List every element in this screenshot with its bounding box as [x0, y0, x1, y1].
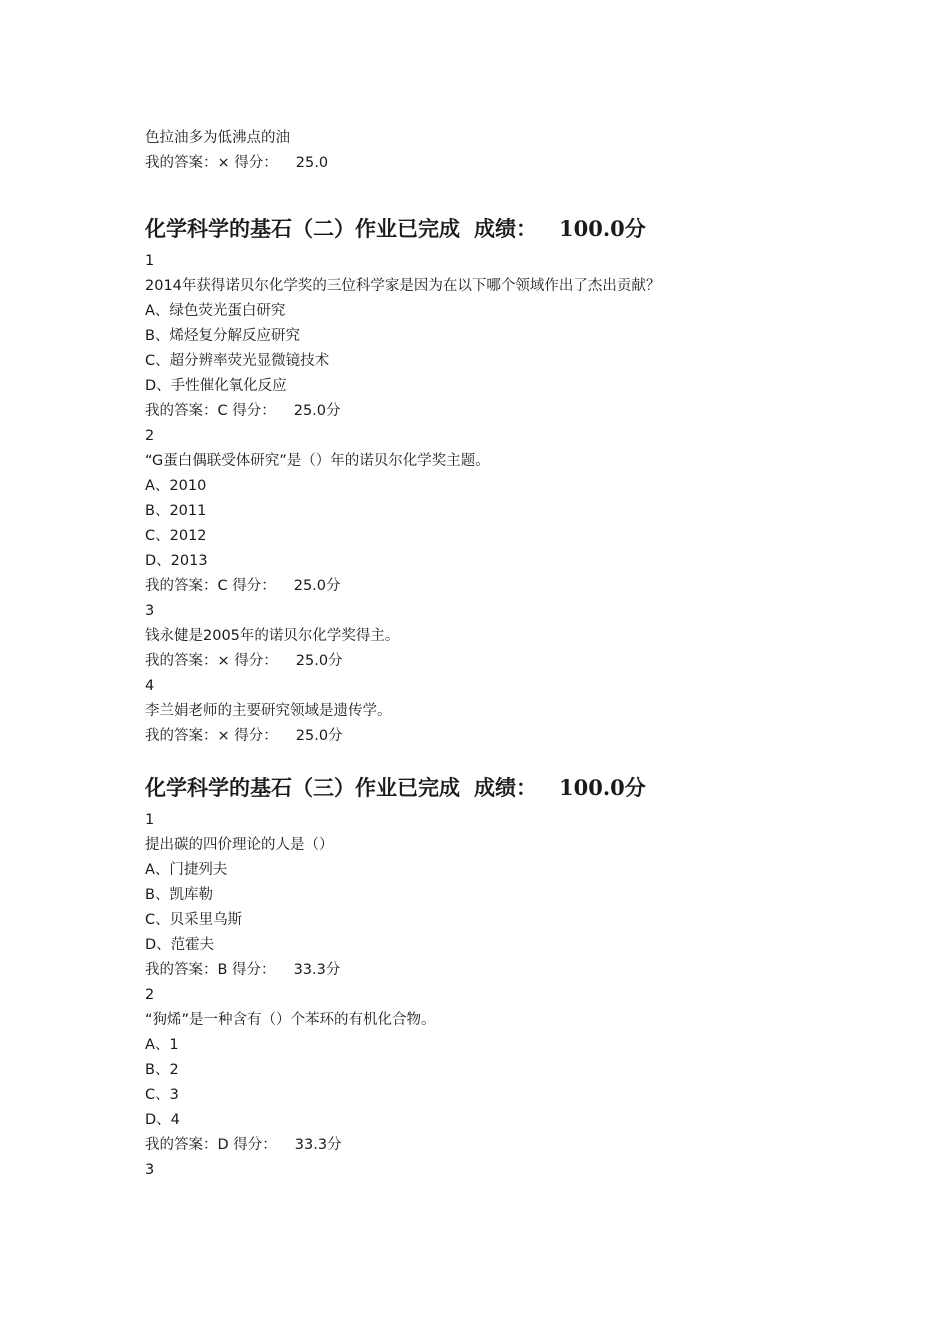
question-text: “G蛋白偶联受体研究”是（）年的诺贝尔化学奖主题。 — [145, 453, 490, 469]
answer-score: 25.0分 — [295, 653, 343, 669]
question-number: 2 — [145, 987, 155, 1003]
option-b: B、2011 — [145, 503, 207, 519]
question-answer — [145, 958, 845, 983]
section-title: 化学科学的基石（二）作业已完成 — [145, 216, 460, 241]
option-a: A、绿色荧光蛋白研究 — [145, 303, 286, 319]
answer-score: 33.3分 — [294, 1137, 342, 1153]
answer-label: 我的答案：C 得分： — [145, 403, 276, 419]
question-answer — [145, 724, 845, 749]
answer-score: 25.0 — [295, 155, 329, 171]
answer-label: 我的答案：× 得分： — [145, 653, 278, 669]
option-b: B、烯烃复分解反应研究 — [145, 328, 300, 344]
option-b: B、凯库勒 — [145, 887, 213, 903]
grade-value: 100.0分 — [559, 775, 646, 800]
answer-score: 25.0分 — [293, 403, 341, 419]
section-title: 化学科学的基石（三）作业已完成 — [145, 775, 460, 800]
section-heading — [145, 214, 845, 244]
answer-label: 我的答案：× 得分： — [145, 728, 278, 744]
intro-statement: 色拉油多为低沸点的油 — [145, 130, 290, 146]
answer-score: 25.0分 — [293, 578, 341, 594]
answer-label: 我的答案：C 得分： — [145, 578, 276, 594]
question-number: 4 — [145, 678, 155, 694]
option-a: A、门捷列夫 — [145, 862, 228, 878]
answer-label: 我的答案：D 得分： — [145, 1137, 277, 1153]
answer-label: 我的答案：× 得分： — [145, 155, 278, 171]
section-heading — [145, 773, 845, 803]
grade-label: 成绩： — [474, 216, 537, 241]
answer-score: 25.0分 — [295, 728, 343, 744]
question-number: 1 — [145, 253, 155, 269]
option-b: B、2 — [145, 1062, 179, 1078]
intro-answer — [145, 151, 845, 176]
option-c: C、2012 — [145, 528, 207, 544]
question-number: 3 — [145, 603, 155, 619]
option-a: A、1 — [145, 1037, 179, 1053]
question-number: 2 — [145, 428, 155, 444]
grade-label: 成绩： — [474, 775, 537, 800]
question-text: “狗烯”是一种含有（）个苯环的有机化合物。 — [145, 1012, 436, 1028]
question-text: 钱永健是2005年的诺贝尔化学奖得主。 — [145, 628, 400, 644]
answer-label: 我的答案：B 得分： — [145, 962, 276, 978]
question-answer — [145, 399, 845, 424]
option-c: C、贝采里乌斯 — [145, 912, 243, 928]
option-d: D、2013 — [145, 553, 208, 569]
question-number: 1 — [145, 812, 155, 828]
option-a: A、2010 — [145, 478, 207, 494]
question-answer — [145, 574, 845, 599]
answer-score: 33.3分 — [293, 962, 341, 978]
question-answer — [145, 649, 845, 674]
option-d: D、范霍夫 — [145, 937, 215, 953]
question-text: 李兰娟老师的主要研究领域是遗传学。 — [145, 703, 392, 719]
question-answer — [145, 1133, 845, 1158]
grade-value: 100.0分 — [559, 216, 646, 241]
question-text: 2014年获得诺贝尔化学奖的三位科学家是因为在以下哪个领域作出了杰出贡献？ — [145, 278, 661, 294]
question-number: 3 — [145, 1162, 155, 1178]
option-c: C、3 — [145, 1087, 179, 1103]
option-c: C、超分辨率荧光显微镜技术 — [145, 353, 330, 369]
document-page — [145, 126, 845, 1183]
option-d: D、手性催化氧化反应 — [145, 378, 287, 394]
option-d: D、4 — [145, 1112, 180, 1128]
question-text: 提出碳的四价理论的人是（） — [145, 837, 334, 853]
